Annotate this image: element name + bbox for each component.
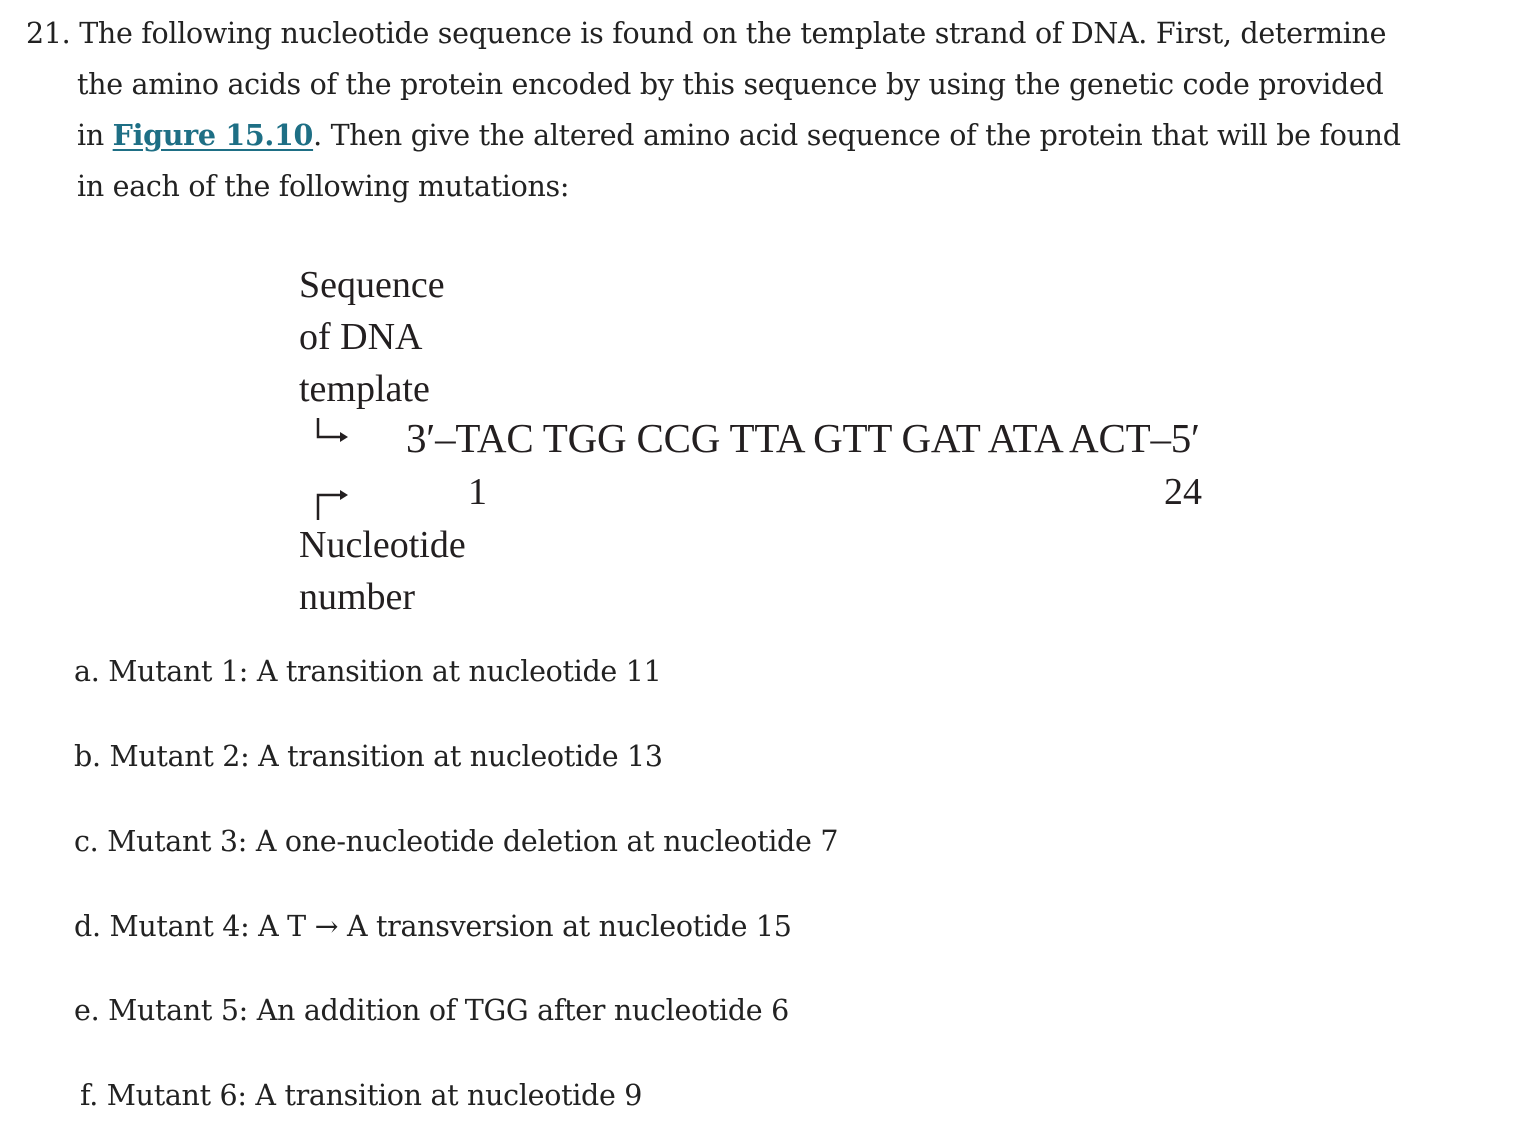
- item-letter: c.: [74, 825, 99, 858]
- template-label-line-2: of DNA: [299, 316, 423, 358]
- question-line-3-end: . Then give the altered amino acid sequence of the protein that will be found: [313, 119, 1401, 152]
- question-number: 21.: [26, 17, 71, 50]
- item-text: Mutant 3: A one-nucleotide deletion at nucleotide 7: [107, 825, 839, 858]
- nucleotide-number-first: 1: [468, 471, 487, 513]
- question-line-1-text: The following nucleotide sequence is found on the template strand of DNA. First, determine: [79, 17, 1387, 50]
- item-text: Mutant 1: A transition at nucleotide 11: [108, 655, 662, 688]
- mutant-item-b: [74, 737, 663, 777]
- template-label-line-1: Sequence: [299, 264, 445, 306]
- mutant-item-e: [74, 991, 789, 1031]
- template-label-line-3: template: [299, 368, 430, 410]
- item-text: Mutant 5: An addition of TGG after nucleotide 6: [108, 994, 789, 1027]
- mutant-item-d: [74, 907, 792, 947]
- mutant-item-a: [74, 652, 661, 692]
- figure-link[interactable]: Figure 15.10: [112, 118, 314, 152]
- question-line-2: the amino acids of the protein encoded by this sequence by using the genetic code provided: [77, 68, 1384, 101]
- mutant-item-c: [74, 822, 838, 862]
- nucleotide-number-last: 24: [1164, 471, 1202, 513]
- item-text: Mutant 2: A transition at nucleotide 13: [109, 740, 663, 773]
- item-text: Mutant 4: A T → A transversion at nucleotide 15: [109, 910, 792, 943]
- item-letter: b.: [74, 740, 101, 773]
- nucleotide-label-line-2: number: [299, 576, 416, 618]
- item-letter: d.: [74, 910, 101, 943]
- item-letter: e.: [74, 994, 100, 1027]
- item-letter: a.: [74, 655, 100, 688]
- nucleotide-number-arrow-icon: [312, 486, 352, 522]
- item-letter: f.: [80, 1079, 98, 1112]
- question-line-4: in each of the following mutations:: [77, 170, 570, 203]
- template-arrow-icon: [312, 416, 352, 446]
- question-line-3-start: in: [77, 119, 113, 152]
- nucleotide-label-line-1: Nucleotide: [299, 524, 466, 566]
- dna-sequence: 3′–TAC TGG CCG TTA GTT GAT ATA ACT–5′: [406, 415, 1200, 461]
- item-text: Mutant 6: A transition at nucleotide 9: [106, 1079, 643, 1112]
- mutant-item-f: [80, 1076, 642, 1116]
